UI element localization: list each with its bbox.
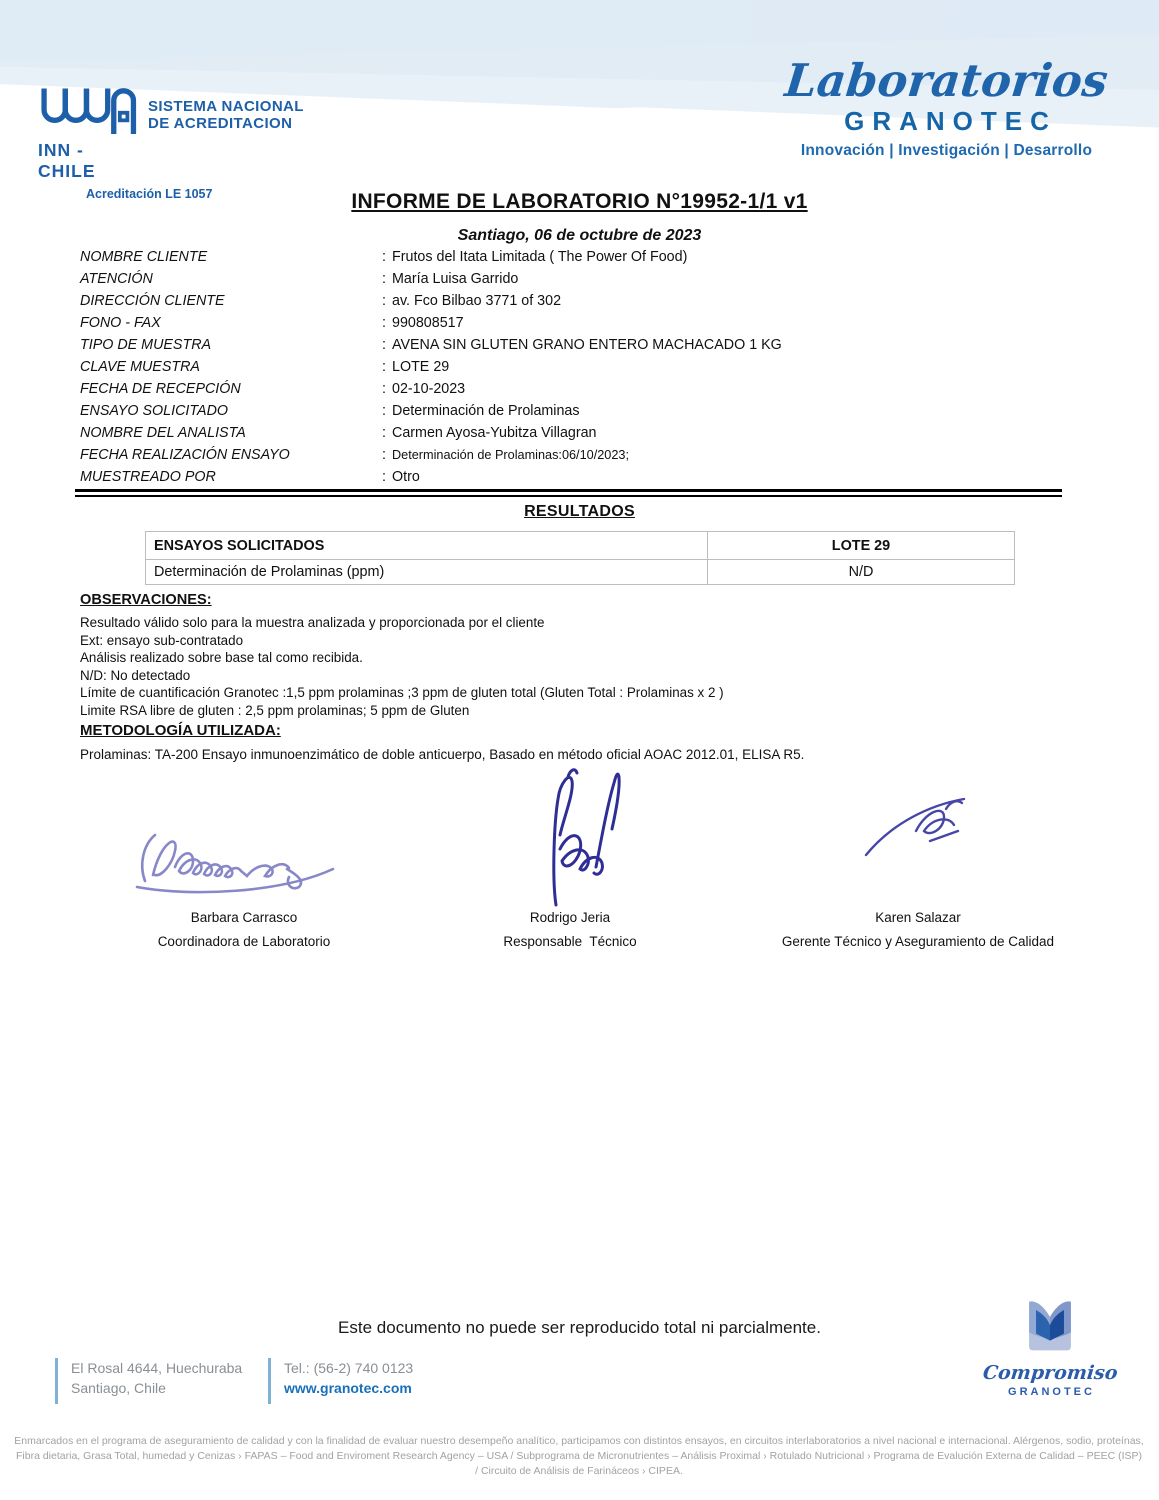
signature-stroke-icon xyxy=(129,819,359,907)
footer-address-line2: Santiago, Chile xyxy=(71,1380,166,1396)
results-table xyxy=(145,531,1015,585)
footer-contact xyxy=(55,1358,413,1404)
observations-list xyxy=(80,614,1080,720)
footer-phone: Tel.: (56-2) 740 0123 xyxy=(284,1360,414,1376)
field-row-atencion: ATENCIÓN : María Luisa Garrido xyxy=(80,271,519,287)
granotec-logo xyxy=(774,54,1119,160)
results-heading: RESULTADOS xyxy=(524,503,635,520)
footer-website: www.granotec.com xyxy=(284,1380,412,1396)
inn-logo-icon xyxy=(38,86,138,138)
signature-block-coordinadora xyxy=(108,765,380,949)
result-value: N/D xyxy=(708,560,1015,585)
compromiso-logo xyxy=(983,1296,1117,1398)
observation-line: N/D: No detectado xyxy=(80,667,191,683)
observation-line: Análisis realizado sobre base tal como recibida. xyxy=(80,650,363,666)
observation-line: Resultado válido solo para la muestra analizada y proporcionada por el cliente xyxy=(80,615,545,630)
field-row-muestreado-por: MUESTREADO POR : Otro xyxy=(80,469,420,485)
inn-system-line2: DE ACREDITACION xyxy=(148,115,293,132)
footer-divider-bar xyxy=(268,1358,271,1404)
signature-block-gerente xyxy=(768,765,1068,949)
signature-block-responsable xyxy=(438,765,702,949)
methodology-text: Prolaminas: TA-200 Ensayo inmunoenzimático de doble anticuerpo, Basado en método oficial AOAC 2012.01, ELISA R5. xyxy=(80,747,805,762)
results-col-lote: LOTE 29 xyxy=(708,532,1015,560)
results-header-row xyxy=(146,532,1015,560)
field-row-fecha-ensayo: FECHA REALIZACIÓN ENSAYO : Determinación de Prolaminas:06/10/2023; xyxy=(80,447,629,463)
field-row-nombre-cliente: NOMBRE CLIENTE : Frutos del Itata Limitada ( The Power Of Food) xyxy=(80,249,688,265)
signatory-role: Gerente Técnico y Aseguramiento de Calidad xyxy=(781,934,1055,949)
observations-heading: OBSERVACIONES: xyxy=(80,592,212,608)
inn-org-label: INN - CHILE xyxy=(38,140,96,181)
granotec-tagline: Innovación | Investigación | Desarrollo xyxy=(800,142,1093,159)
result-test-name: Determinación de Prolaminas (ppm) xyxy=(146,560,708,585)
table-row xyxy=(146,560,1015,585)
field-row-direccion: DIRECCIÓN CLIENTE : av. Fco Bilbao 3771 of 302 xyxy=(80,293,562,309)
granotec-script-wordmark: Laboratorios xyxy=(782,54,1111,107)
accreditation-note: Acreditación LE 1057 xyxy=(86,187,213,201)
field-row-fono-fax: FONO - FAX : 990808517 xyxy=(80,315,464,331)
observation-line: Límite de cuantificación Granotec :1,5 ppm prolaminas ;3 ppm de gluten total (Gluten Total : Prolaminas x 2 ) xyxy=(80,685,724,701)
signatory-name: Karen Salazar xyxy=(875,910,961,925)
inn-accreditation-logo xyxy=(38,86,304,201)
reproduction-disclaimer: Este documento no puede ser reproducido total ni parcialmente. xyxy=(338,1318,821,1337)
methodology-heading: METODOLOGÍA UTILIZADA: xyxy=(80,722,281,739)
footer-divider-bar xyxy=(55,1358,58,1404)
report-date: Santiago, 06 de octubre de 2023 xyxy=(457,227,702,244)
signature-stroke-icon xyxy=(510,765,630,907)
field-row-tipo-muestra: TIPO DE MUESTRA : AVENA SIN GLUTEN GRANO ENTERO MACHACADO 1 KG xyxy=(80,337,782,353)
inn-system-line1: SISTEMA NACIONAL xyxy=(148,98,304,115)
compromiso-book-icon xyxy=(1014,1296,1086,1356)
signatory-name: Rodrigo Jeria xyxy=(529,910,611,925)
footer-address-line1: El Rosal 4644, Huechuraba xyxy=(71,1360,243,1376)
section-divider xyxy=(75,489,1062,497)
granotec-wordmark: GRANOTEC xyxy=(844,106,1057,136)
signature-stroke-icon xyxy=(852,787,984,867)
results-col-ensayos: ENSAYOS SOLICITADOS xyxy=(146,532,708,560)
field-row-fecha-recepcion: FECHA DE RECEPCIÓN : 02-10-2023 xyxy=(80,381,466,397)
quality-program-fine-print: Enmarcados en el programa de aseguramiento de calidad y con la finalidad de evaluar nuestro desempeño analítico, participamos con distintos ensayos, en circuitos interlaboratorios a nivel nacional e internacional. Alérgenos, sodio, proteínas, Fibra dietaria, Grasa Total, humedad y Cenizas › FAPAS – Food and Enviroment Research Agency – USA / Subprograma de Micronutrientes – Análisis Proximal › Rotulado Nutricional › Programa de Evalución Externa de Calidad – PEEC (ISP) / Circuito de Análisis de Farináceos › CIPEA. xyxy=(14,1435,1144,1477)
field-row-analista: NOMBRE DEL ANALISTA : Carmen Ayosa-Yubitza Villagran xyxy=(80,425,597,441)
field-row-clave-muestra: CLAVE MUESTRA : LOTE 29 xyxy=(80,359,450,375)
report-title: INFORME DE LABORATORIO N°19952-1/1 v1 xyxy=(351,190,808,213)
signatory-role: Coordinadora de Laboratorio xyxy=(157,934,331,949)
observation-line: Limite RSA libre de gluten : 2,5 ppm prolaminas; 5 ppm de Gluten xyxy=(80,702,470,718)
client-fields xyxy=(80,249,1080,491)
signatory-name: Barbara Carrasco xyxy=(190,910,298,925)
signatures-section xyxy=(0,765,1159,965)
signatory-role: Responsable Técnico xyxy=(503,934,637,949)
compromiso-script-label: Compromiso xyxy=(981,1362,1119,1384)
compromiso-granotec-label: GRANOTEC xyxy=(1008,1386,1095,1398)
field-row-ensayo-solicitado: ENSAYO SOLICITADO : Determinación de Prolaminas xyxy=(80,403,580,419)
observation-line: Ext: ensayo sub-contratado xyxy=(80,632,244,648)
